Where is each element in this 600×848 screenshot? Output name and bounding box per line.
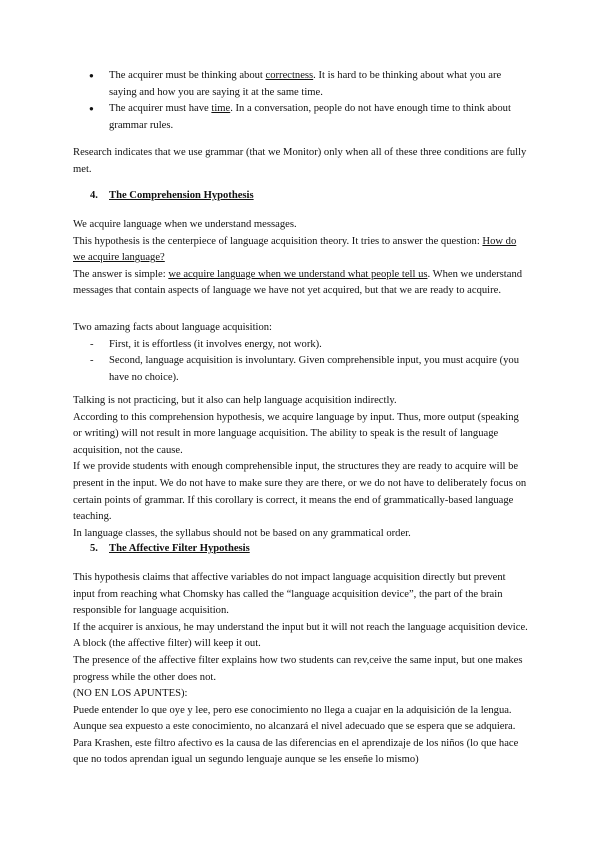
list-item: ● The acquirer must be thinking about correctness. It is hard to be thinking about what you are saying and how you are saying it at the same time.	[73, 68, 529, 101]
list-item: - First, it is effortless (it involves energy, not work).	[73, 337, 529, 354]
facts-block	[73, 320, 529, 386]
paragraph: According to this comprehension hypothesis, we acquire language by input. Thus, more output (speaking or writing) will not result in more language acquisition. The ability to speak is the result of language acquisition, not the cause.	[73, 411, 519, 456]
paragraph: In language classes, the syllabus should not be based on any grammatical order.	[73, 527, 411, 539]
facts-list	[73, 337, 529, 387]
conditions-list-block	[73, 68, 529, 134]
paragraph: This hypothesis claims that affective variables do not impact language acquisition directly but prevent input from reaching what Chomsky has called the “language acquisition device”, the part of the brain responsible for language acquisition.	[73, 572, 506, 617]
input-output-block	[73, 393, 529, 542]
section-heading-affective: 5. The Affective Filter Hypothesis	[90, 543, 250, 554]
notes-block	[73, 686, 529, 769]
notes-title: (NO EN LOS APUNTES):	[73, 688, 188, 699]
paragraph: The presence of the affective filter explains how two students can rev,ceive the same input, but one makes progress while the other does not.	[73, 654, 523, 683]
paragraph: This hypothesis is the centerpiece of language acquisition theory. It tries to answer the question: How do we acquire language?	[73, 235, 517, 264]
paragraph: The answer is simple: we acquire language when we understand what people tell us. When we understand messages that contain aspects of language we have not yet acquired, but that we are ready to acquire.	[73, 268, 523, 297]
conditions-list	[73, 68, 529, 134]
paragraph: We acquire language when we understand messages.	[73, 219, 297, 230]
paragraph: Para Krashen, este filtro afectivo es la causa de las diferencias en el aprendizaje de los niños (lo que hace que no todos aprendan igual un segundo lenguaje aunque se les enseñe lo mismo)	[73, 737, 519, 766]
section-heading-comprehension: 4. The Comprehension Hypothesis	[90, 190, 254, 201]
comprehension-section	[73, 217, 529, 300]
affective-section	[73, 570, 529, 686]
list-item: - Second, language acquisition is involuntary. Given comprehensible input, you must acquire (you have no choice).	[73, 353, 529, 386]
paragraph: If we provide students with enough comprehensible input, the structures they are ready to acquire will be present in the input. We do not have to make sure they are there, or we do not have to deliberately focus on certain points of grammar. If this corollary is correct, it means the end of grammatically-based language teaching.	[73, 461, 527, 523]
list-item: ● The acquirer must have time. In a conversation, people do not have enough time to think about grammar rules.	[73, 101, 529, 134]
research-paragraph: Research indicates that we use grammar (that we Monitor) only when all of these three conditions are fully met.	[73, 147, 527, 175]
paragraph: If the acquirer is anxious, he may understand the input but it will not reach the language acquisition device. A block (the affective filter) will keep it out.	[73, 621, 528, 650]
facts-title: Two amazing facts about language acquisition:	[73, 322, 273, 333]
paragraph: Talking is not practicing, but it also can help language acquisition indirectly.	[73, 395, 397, 406]
paragraph: Puede entender lo que oye y lee, pero ese conocimiento no llega a cuajar en la adquisición de la lengua. Aunque sea expuesto a este conocimiento, no alcanzará el nivel adecuado que se espera que se adquiera.	[73, 704, 516, 733]
